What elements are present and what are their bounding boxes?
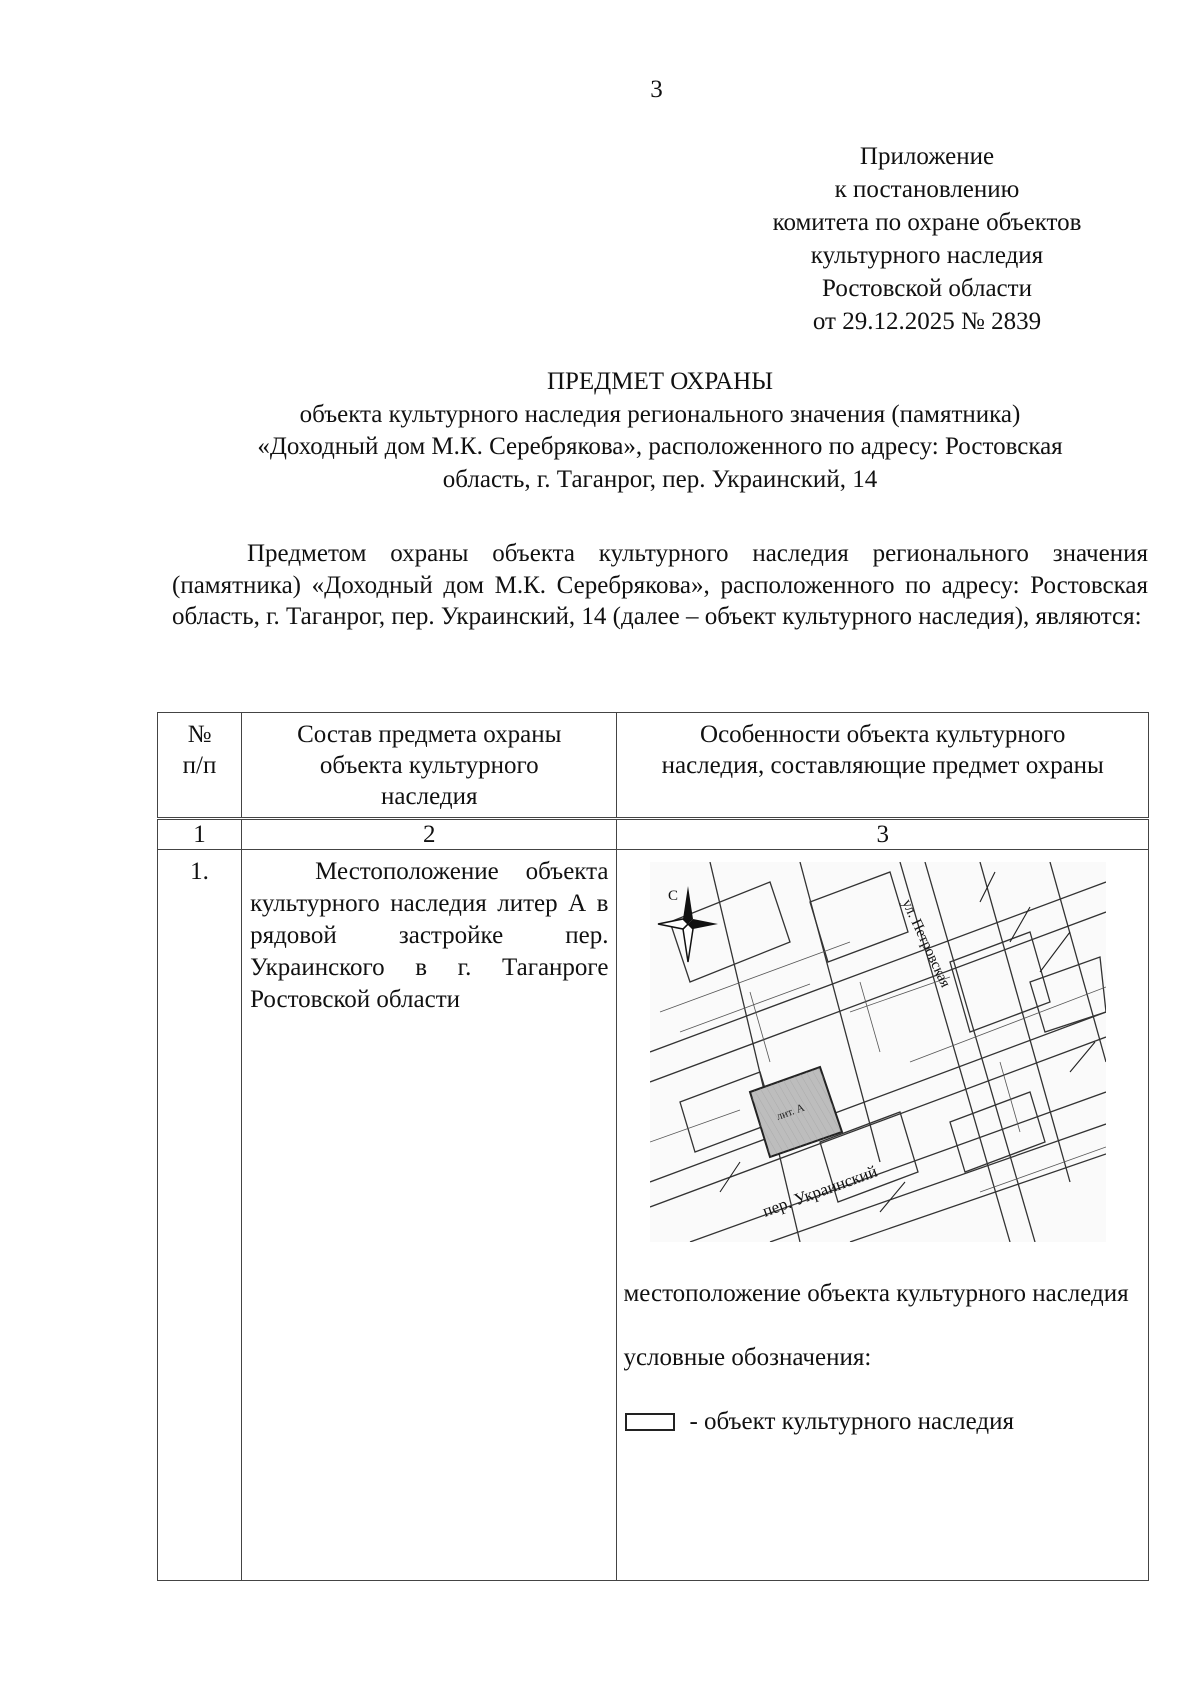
annex-block xyxy=(722,140,1132,338)
column-number: 2 xyxy=(242,819,617,850)
row-number: 1. xyxy=(158,850,242,1581)
annex-line: Приложение xyxy=(859,143,995,170)
legend-title: условные обозначения: xyxy=(623,1344,872,1371)
table-header-row xyxy=(158,713,1149,819)
annex-line: к постановлению xyxy=(834,176,1020,203)
row-features xyxy=(617,850,1149,1581)
page-number: 3 xyxy=(650,76,663,103)
intro-paragraph: Предметом охраны объекта культурного наследия регионального значения (памятника) «Доходный дом М.К. Серебрякова», расположенного по адресу: Ростовская область, г. Таганрог, пер. Украинский, 14 (далее – объект культурного наследия), являются: xyxy=(172,540,1148,630)
column-number: 1 xyxy=(158,819,242,850)
header-cell-features xyxy=(617,713,1149,819)
map-caption: местоположение объекта культурного наследия xyxy=(623,1280,1129,1307)
legend-item xyxy=(623,1408,1142,1436)
header-text: Особенности объекта культурного xyxy=(700,721,1066,748)
document-subtitle-line: область, г. Таганрог, пер. Украинский, 14 xyxy=(442,465,878,493)
header-cell-composition xyxy=(242,713,617,819)
compass-label: С xyxy=(668,888,679,904)
header-text: наследия, составляющие предмет охраны xyxy=(661,752,1104,779)
document-subtitle-line: объекта культурного наследия регионального значения (памятника) xyxy=(299,400,1021,428)
document-subtitle-line: «Доходный дом М.К. Серебрякова», расположенного по адресу: Ростовская xyxy=(257,433,1063,460)
building-label: лит. А xyxy=(775,1101,807,1123)
annex-line: комитета по охране объектов xyxy=(772,209,1082,236)
legend-box-icon xyxy=(625,1413,675,1431)
column-number-row xyxy=(158,819,1149,850)
table-row xyxy=(158,850,1149,1581)
header-text: № xyxy=(187,721,212,748)
header-text: наследия xyxy=(381,783,478,810)
location-map xyxy=(650,862,1106,1242)
header-text: п/п xyxy=(182,752,217,779)
street-label: пер. Украинский xyxy=(760,1161,881,1221)
row-composition: Местоположение объекта культурного наследия литер А в рядовой застройке пер. Украинского в г. Таганроге Ростовской области xyxy=(242,850,617,1581)
annex-line: культурного наследия xyxy=(810,242,1044,269)
header-cell-num xyxy=(158,713,242,819)
document-heading xyxy=(160,366,1160,496)
protection-subject-table xyxy=(157,712,1149,1581)
document-title: ПРЕДМЕТ ОХРАНЫ xyxy=(546,368,774,395)
header-text: объекта культурного xyxy=(319,752,539,779)
annex-line: от 29.12.2025 № 2839 xyxy=(812,308,1042,335)
annex-line: Ростовской области xyxy=(822,275,1032,302)
header-text: Состав предмета охраны xyxy=(297,721,562,748)
legend-text: - объект культурного наследия xyxy=(689,1408,1015,1435)
column-number: 3 xyxy=(617,819,1149,850)
street-label: ул. Петровская xyxy=(898,896,954,991)
